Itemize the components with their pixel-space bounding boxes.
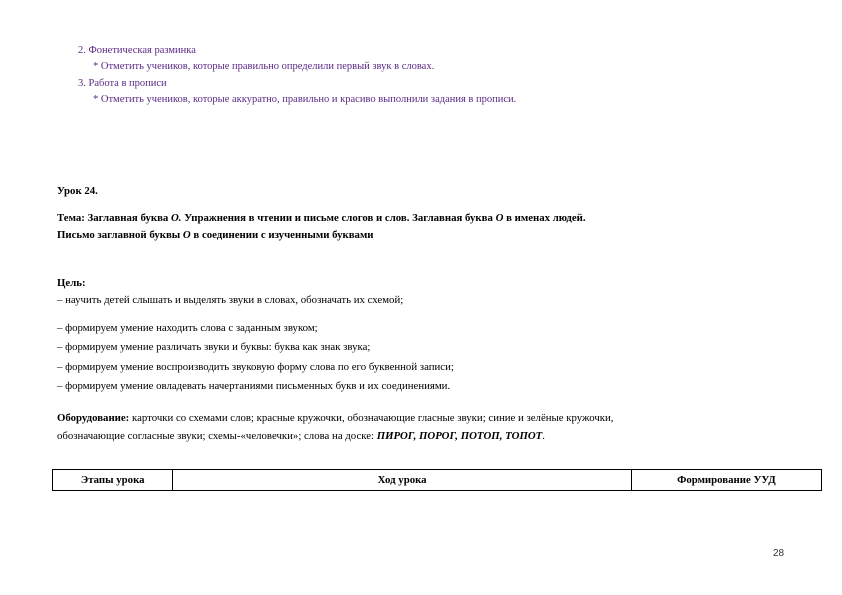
header-lesson-flow: Ход урока [173, 470, 631, 491]
list-item-title: 3. Работа в прописи [78, 78, 167, 89]
table-header-row [53, 470, 822, 491]
board-words: ПИРОГ, ПОРОГ, ПОТОП, ТОПОТ [376, 430, 543, 442]
goal-item: – научить детей слышать и выделять звуки в словах, обозначать их схемой; [57, 294, 404, 306]
lesson-topic-line-1: Тема: Заглавная буква О. Упражнения в чтении и письме слогов и слов. Заглавная буква О в именах людей. [57, 212, 586, 224]
list-item-title: 2. Фонетическая разминка [78, 45, 196, 56]
goal-item: – формируем умение овладевать начертаниями письменных букв и их соединениями. [57, 380, 451, 392]
equipment-line-1: Оборудование: карточки со схемами слов; красные кружочки, обозначающие гласные звуки; синие и зелёные кружочки, [57, 412, 614, 424]
equipment-line-2: обозначающие согласные звуки; схемы-«человечки»; слова на доске: ПИРОГ, ПОРОГ, ПОТОП, ТОПОТ. [57, 430, 545, 442]
goal-item: – формируем умение воспроизводить звуковую форму слова по его буквенной записи; [57, 361, 454, 373]
list-item-phonetic [78, 43, 196, 59]
goal-item: – формируем умение различать звуки и буквы: буква как знак звука; [57, 341, 371, 353]
page-number: 28 [773, 548, 785, 559]
lesson-stages-table [52, 469, 822, 491]
lesson-title: Урок 24. [57, 185, 98, 197]
list-item-workbook [78, 76, 167, 92]
header-uud: Формирование УУД [631, 470, 821, 491]
list-item-note: * Отметить учеников, которые правильно определили первый звук в словах. [93, 61, 435, 72]
goal-label: Цель: [57, 277, 86, 289]
header-stages: Этапы урока [53, 470, 173, 491]
goal-item: – формируем умение находить слова с заданным звуком; [57, 322, 318, 334]
list-item-note: * Отметить учеников, которые аккуратно, правильно и красиво выполнили задания в прописи. [93, 94, 517, 105]
lesson-topic-line-2: Письмо заглавной буквы О в соединении с изученными буквами [57, 229, 374, 241]
